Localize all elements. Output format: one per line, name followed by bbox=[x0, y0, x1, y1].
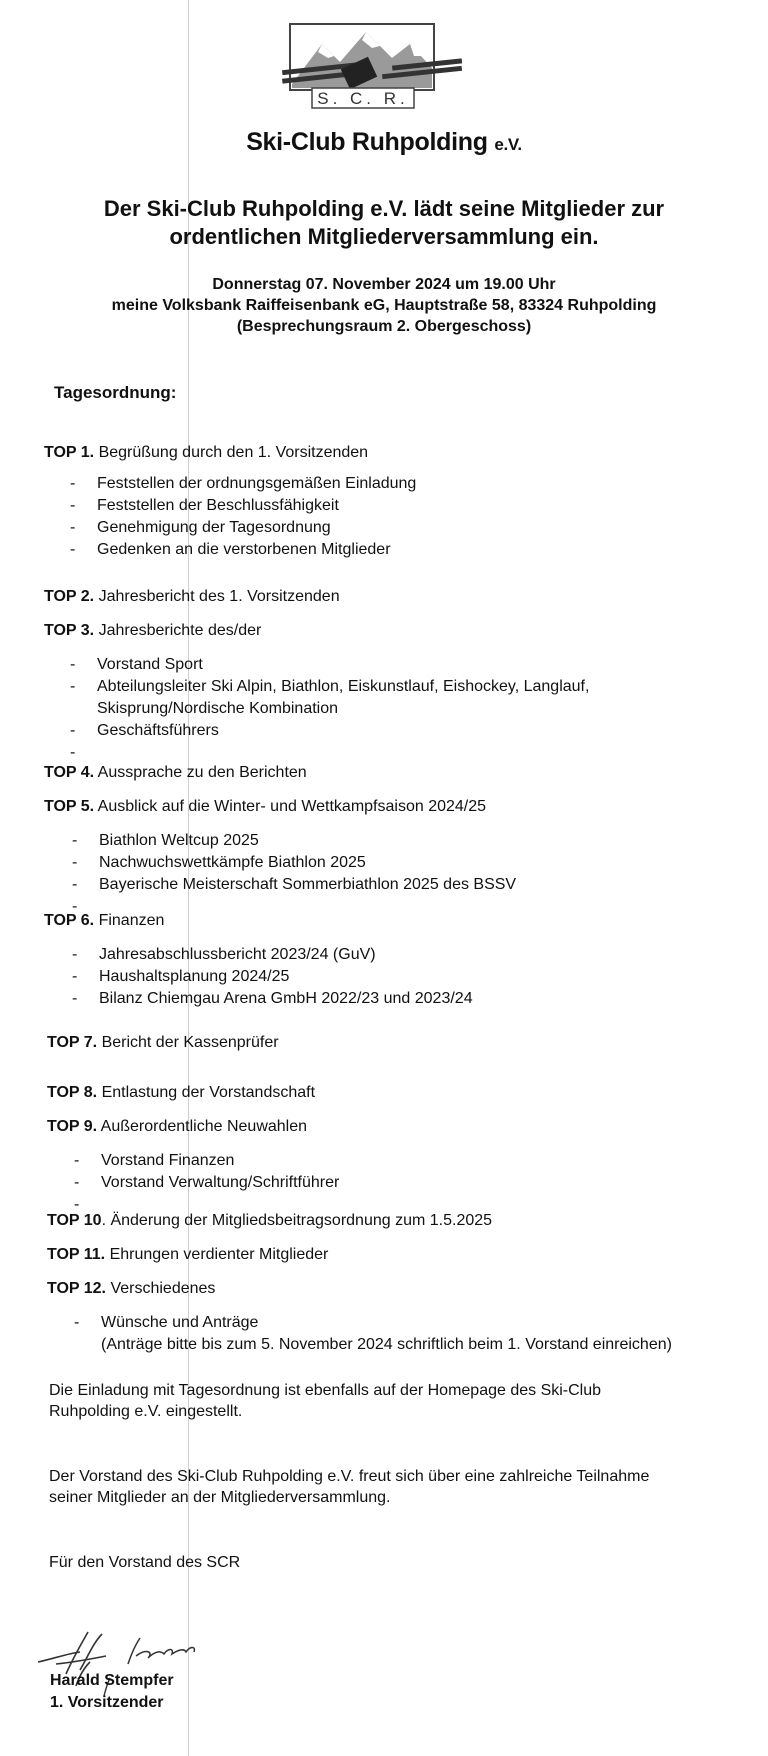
signer-role: 1. Vorsitzender bbox=[50, 1694, 164, 1711]
top-number: TOP 4. bbox=[44, 764, 95, 781]
top-title: Jahresberichte des/der bbox=[98, 622, 262, 639]
agenda-label: Tagesordnung: bbox=[54, 383, 177, 402]
agenda-item-top6 bbox=[44, 912, 164, 930]
for-board-line: Für den Vorstand des SCR bbox=[49, 1554, 241, 1571]
top-number: TOP 1. bbox=[44, 444, 95, 461]
top-title: Jahresbericht des 1. Vorsitzenden bbox=[98, 588, 340, 605]
headline-line-2: ordentlichen Mitgliederversammlung ein. bbox=[169, 224, 599, 249]
club-logo bbox=[282, 22, 522, 126]
invitation-headline bbox=[0, 195, 768, 251]
signer-block bbox=[50, 1670, 174, 1714]
homepage-note: Die Einladung mit Tagesordnung ist ebenfalls auf der Homepage des Ski-Club Ruhpolding e.V. eingestellt. bbox=[49, 1382, 602, 1420]
top-number: TOP 6. bbox=[44, 912, 95, 929]
agenda-item-top8 bbox=[47, 1084, 315, 1102]
top-title: . Änderung der Mitgliedsbeitragsordnung zum 1.5.2025 bbox=[101, 1212, 493, 1229]
top-title: Außerordentliche Neuwahlen bbox=[100, 1118, 308, 1135]
club-name: Ski-Club Ruhpolding bbox=[246, 128, 488, 156]
top-number: TOP 10 bbox=[47, 1212, 102, 1229]
meeting-venue: meine Volksbank Raiffeisenbank eG, Hauptstraße 58, 83324 Ruhpolding bbox=[111, 297, 657, 314]
club-suffix: e.V. bbox=[494, 135, 522, 154]
agenda-item-top3 bbox=[44, 622, 261, 640]
agenda-item-top7 bbox=[47, 1034, 279, 1052]
top-title: Ehrungen verdienter Mitglieder bbox=[109, 1246, 329, 1263]
top-number: TOP 9. bbox=[47, 1118, 98, 1135]
agenda-item-top11 bbox=[47, 1246, 328, 1264]
agenda-item-top1 bbox=[44, 444, 368, 462]
meeting-details bbox=[0, 274, 768, 337]
top-title: Bericht der Kassenprüfer bbox=[101, 1034, 279, 1051]
agenda-item-top12 bbox=[47, 1280, 215, 1298]
meeting-room: (Besprechungsraum 2. Obergeschoss) bbox=[236, 318, 532, 335]
top-number: TOP 5. bbox=[44, 798, 95, 815]
meeting-date: Donnerstag 07. November 2024 um 19.00 Uhr bbox=[212, 276, 556, 293]
signer-name: Harald Stempfer bbox=[50, 1672, 174, 1689]
top-number: TOP 2. bbox=[44, 588, 95, 605]
top-number: TOP 7. bbox=[47, 1034, 98, 1051]
top-title: Aussprache zu den Berichten bbox=[97, 764, 307, 781]
invitation-page: S. C. R. Ski-Club Ruhpolding e.V. Der Ski-Club Ruhpolding e.V. lädt seine Mitglieder zur ordentlichen Mitgliederversammlung ein. Donnerstag 07. November 2024 um 19.00 Uhr meine Volksbank Raiffeisenbank eG, Hauptstraße 58, 83324 Ruhpolding (Besprechungsraum 2. Obergeschoss) Tagesordnung: TOP 1. Begrüßung durch den 1. Vorsitzenden - Feststellen der ordnungsgemäßen Einladung - Feststellen der Beschlussfähigkeit - Genehmigung der Tagesordnung - Gedenken an die verstorbenen Mitglieder TOP 2. Jahresbericht des 1. Vorsitzenden TOP 3. Jahresberichte des/der - Vorstand Sport - Abteilungsleiter Ski Alpin, Biathlon, Eiskunstlauf, Eishockey, Langlauf, Skisprung/Nordische Kombination - Geschäftsführers - TOP 4. Aussprache zu den Berichten TOP 5. Ausblick auf die Winter- und Wettkampfsaison 2024/25 - Biathlon Weltcup 2025 - Nachwuchswettkämpfe Biathlon 2025 - Bayerische Meisterschaft Sommerbiathlon 2025 des BSSV - TOP 6. Finanzen - Jahresabschlussbericht 2023/24 (GuV) - Haushaltsplanung 2024/25 - Bilanz Chiemgau Arena GmbH 2022/23 und 2023/24 TOP 7. Bericht der Kassenprüfer TOP 8. Entlastung der Vorstandschaft TOP 9. Außerordentliche Neuwahlen - Vorstand Finanzen - Vorstand Verwaltung/Schriftführer - TOP 10. Änderung der Mitgliedsbeitragsordnung zum 1.5.2025 TOP 11. Ehrungen verdienter Mitglieder TOP 12. Verschiedenes - Wünsche und Anträge (Anträge bitte bis zum 5. November 2024 schriftlich beim 1. Vorstand einreichen) Die Einladung mit Tagesordnung ist ebenfalls auf der Homepage des Ski-Club Ruhpolding e.V. eingestellt. Der Vorstand des Ski-Club Ruhpolding e.V. freut sich über eine zahlreiche Teilnahme seiner Mitglieder an der Mitgliederversammlung. Für den Vorstand des SCR Harald Stempfer 1. Vorsitzender bbox=[0, 0, 768, 1756]
participation-note: Der Vorstand des Ski-Club Ruhpolding e.V. freut sich über eine zahlreiche Teilnahme seiner Mitglieder an der Mitgliederversammlung. bbox=[49, 1468, 650, 1506]
agenda-item-top9 bbox=[47, 1118, 307, 1136]
agenda-item-top10 bbox=[47, 1212, 492, 1230]
top-title: Ausblick auf die Winter- und Wettkampfsaison 2024/25 bbox=[97, 798, 487, 815]
club-title bbox=[0, 128, 768, 157]
agenda-item-top5 bbox=[44, 798, 486, 816]
top-number: TOP 11. bbox=[47, 1246, 106, 1263]
headline-line-1: Der Ski-Club Ruhpolding e.V. lädt seine Mitglieder zur bbox=[103, 196, 665, 221]
top-title: Entlastung der Vorstandschaft bbox=[101, 1084, 316, 1101]
top-title: Verschiedenes bbox=[110, 1280, 216, 1297]
top-number: TOP 8. bbox=[47, 1084, 98, 1101]
top-title: Begrüßung durch den 1. Vorsitzenden bbox=[98, 444, 369, 461]
agenda-item-top4 bbox=[44, 764, 307, 782]
top-title: Finanzen bbox=[98, 912, 165, 929]
agenda-item-top2 bbox=[44, 588, 340, 606]
logo-text: S. C. R. bbox=[317, 89, 409, 108]
top-number: TOP 12. bbox=[47, 1280, 106, 1297]
top-number: TOP 3. bbox=[44, 622, 95, 639]
